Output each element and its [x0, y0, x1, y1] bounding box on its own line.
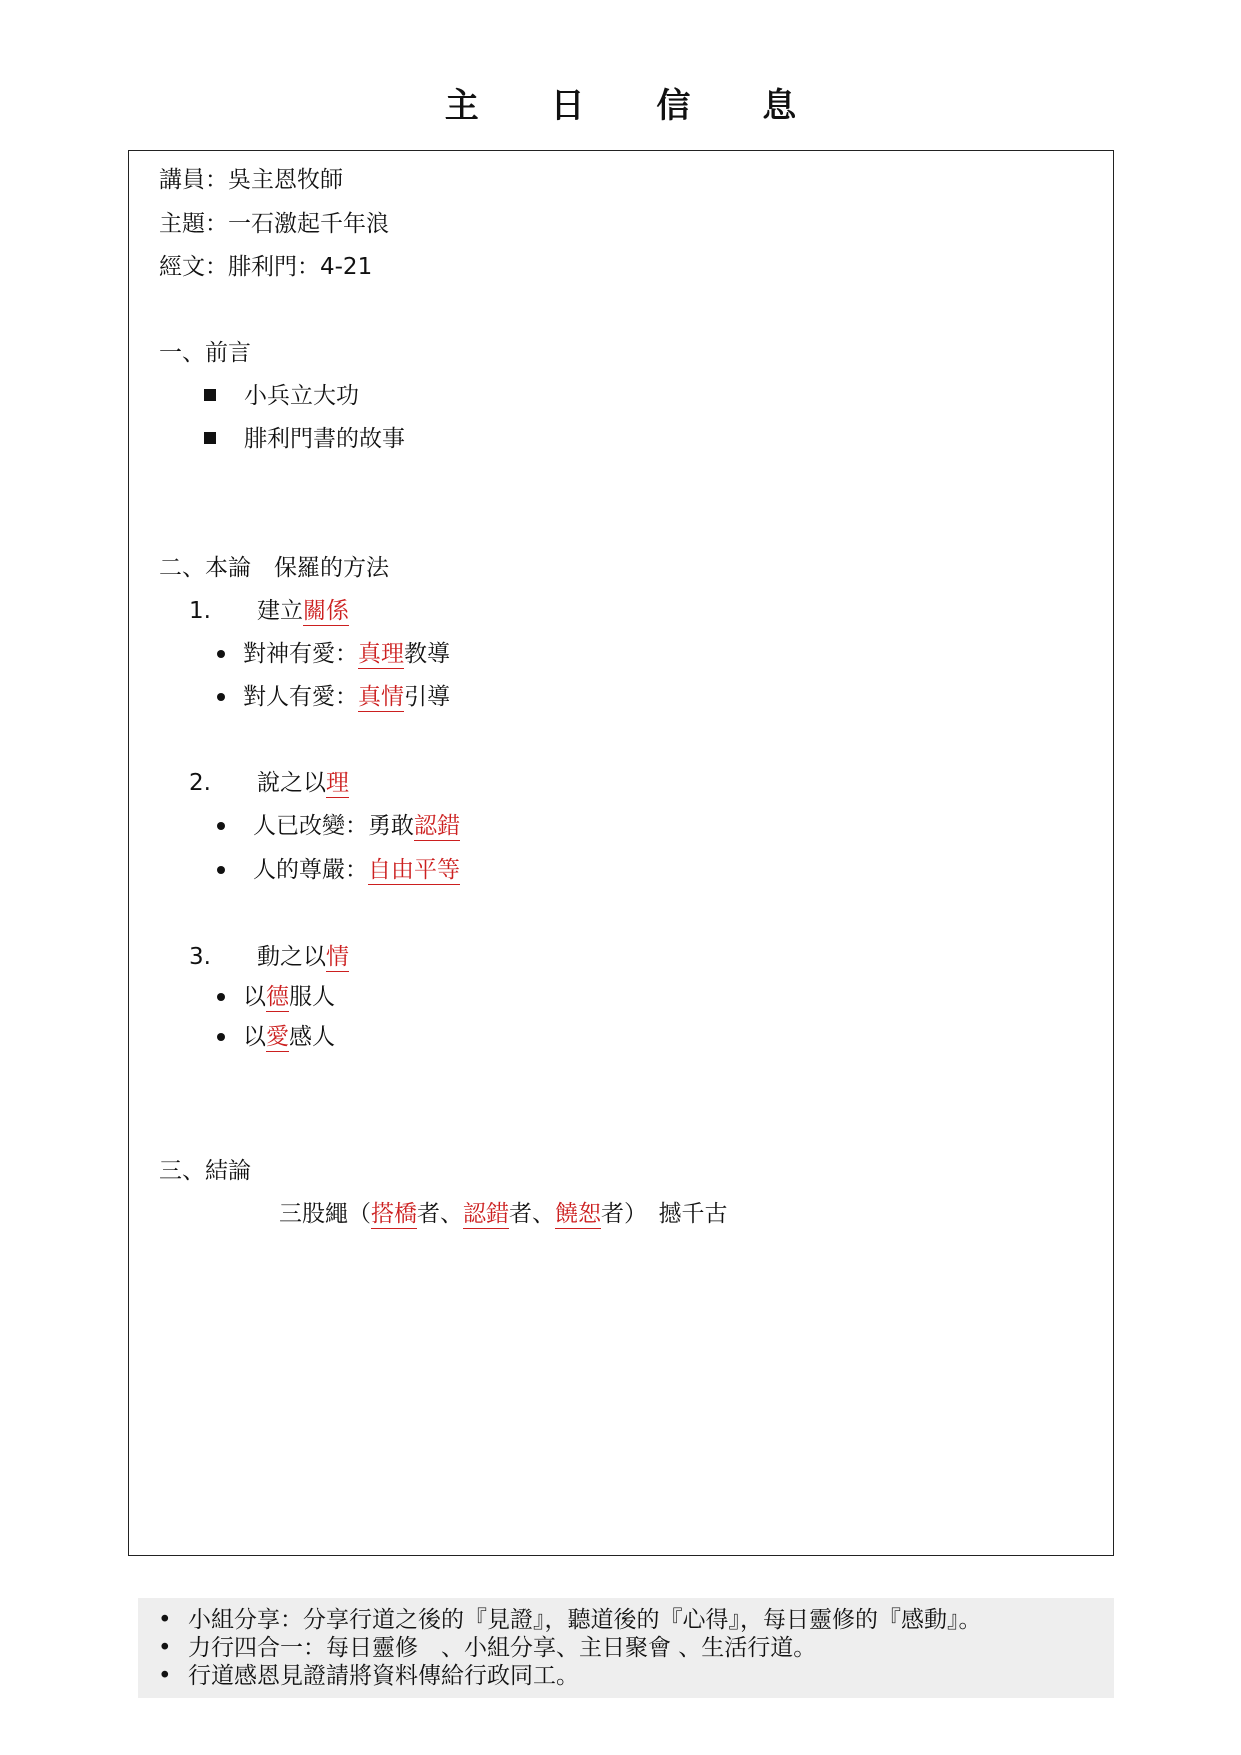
- square-bullet-icon: [204, 389, 216, 401]
- square-bullet-icon: [204, 432, 216, 444]
- list-item: 對人有愛：真情引導: [217, 682, 450, 712]
- list-item: 以愛感人: [217, 1022, 335, 1052]
- page-title: 主 日 信 息: [444, 86, 827, 126]
- key-term: 情: [326, 944, 349, 970]
- topic-line: 主題：一石激起千年浪: [159, 211, 389, 237]
- key-term: 認錯: [414, 813, 460, 839]
- bullet-icon: [217, 993, 225, 1001]
- key-term: 自由平等: [368, 857, 460, 883]
- sermon-outline-box: [128, 150, 1114, 1556]
- key-term: 真情: [358, 684, 404, 710]
- note-item: • 力行四合一：每日靈修 、小組分享、主日聚會 、生活行道。: [158, 1635, 817, 1661]
- section2-heading: 二、本論 保羅的方法: [159, 555, 389, 581]
- list-item: 小兵立大功: [204, 381, 359, 411]
- notes-box: [138, 1598, 1114, 1698]
- bullet-icon: [217, 650, 225, 658]
- conclusion-line: 三股繩（搭橋者、認錯者、饒恕者） 撼千古: [279, 1201, 728, 1227]
- point-heading: 1. 建立關係: [189, 598, 349, 624]
- list-item: 對神有愛：真理教導: [217, 639, 450, 669]
- key-term: 關係: [303, 598, 349, 624]
- list-item: 以德服人: [217, 982, 335, 1012]
- key-term: 真理: [358, 641, 404, 667]
- speaker-line: 講員：吳主恩牧師: [159, 167, 343, 193]
- key-term: 理: [326, 770, 349, 796]
- bullet-icon: [217, 822, 225, 830]
- point-heading: 2. 說之以理: [189, 770, 349, 796]
- list-item: 人的尊嚴：自由平等: [217, 855, 460, 885]
- bullet-icon: [217, 693, 225, 701]
- section1-heading: 一、前言: [159, 340, 251, 366]
- section3-heading: 三、結論: [159, 1158, 251, 1184]
- scripture-line: 經文：腓利門：4-21: [159, 254, 373, 280]
- bullet-icon: [217, 866, 225, 874]
- point-heading: 3. 動之以情: [189, 944, 349, 970]
- list-item: 人已改變：勇敢認錯: [217, 811, 460, 841]
- list-item: 腓利門書的故事: [204, 424, 405, 454]
- bullet-icon: [217, 1033, 225, 1041]
- note-item: • 小組分享：分享行道之後的『見證』，聽道後的『心得』，每日靈修的『感動』。: [158, 1607, 982, 1633]
- key-term: 認錯: [463, 1201, 509, 1227]
- note-item: • 行道感恩見證請將資料傳給行政同工。: [158, 1663, 579, 1689]
- key-term: 搭橋: [371, 1201, 417, 1227]
- key-term: 德: [266, 984, 289, 1010]
- key-term: 饒恕: [555, 1201, 601, 1227]
- key-term: 愛: [266, 1024, 289, 1050]
